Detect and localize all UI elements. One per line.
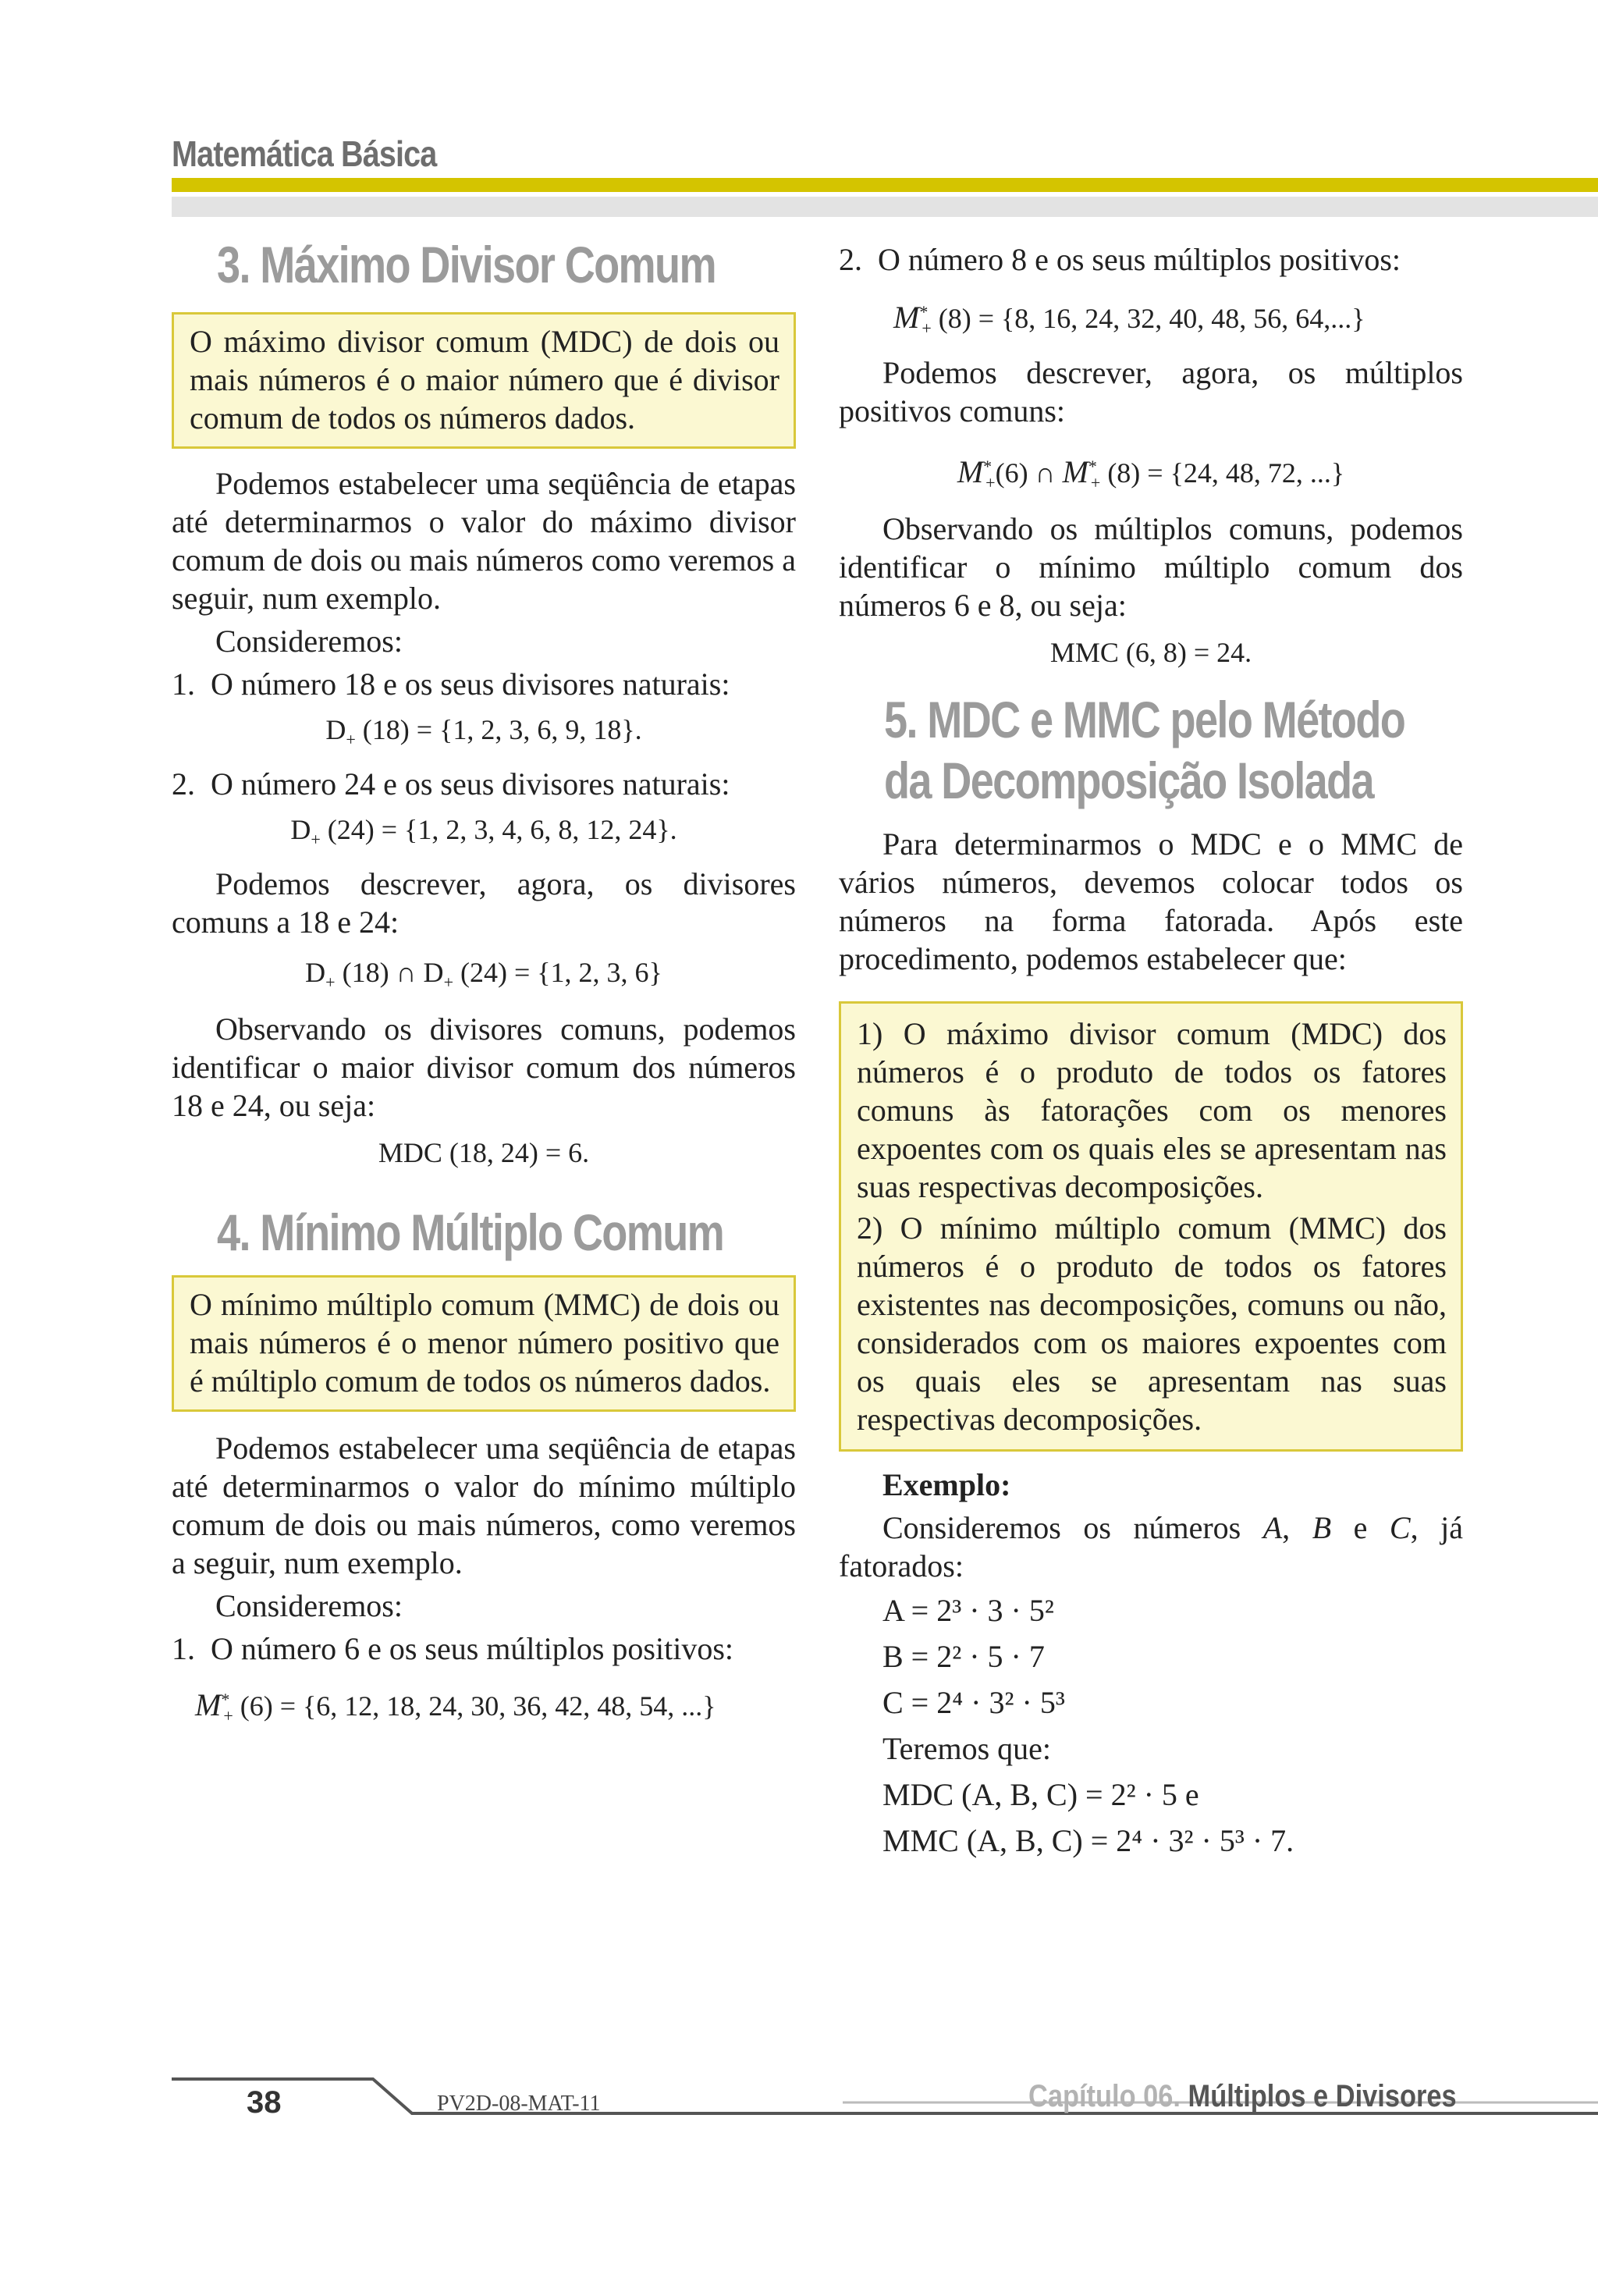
star-superscript: * xyxy=(1088,457,1097,477)
item-number: 2. xyxy=(172,766,195,802)
common-multiples-intro: Podemos descrever, agora, os múltiplos positivos comuns: xyxy=(839,355,1463,429)
example-label: Exemplo: xyxy=(882,1467,1011,1503)
mdc-intro-paragraph: Podemos estabelecer uma seqüência de etapas até determinarmos o valor do máximo divisor comum de dois ou mais números como veremos a seguir, num exemplo. xyxy=(172,466,796,616)
decomposition-rules-box xyxy=(839,1001,1463,1452)
mmc-intro-paragraph: Podemos estabelecer uma seqüência de etapas até determinarmos o valor do mínimo múltiplo comum de dois ou mais números, como veremos a seguir, num exemplo. xyxy=(172,1430,796,1580)
equation-rest: (24) = {1, 2, 3, 4, 6, 8, 12, 24}. xyxy=(327,814,677,846)
equation-rest: (8) = {8, 16, 24, 32, 40, 48, 56, 64,...} xyxy=(938,303,1365,334)
factorization-b: B = 2² · 5 · 7 xyxy=(882,1639,1045,1675)
mmc-rule: 2) O mínimo múltiplo comum (MMC) dos números é o produto de todos os fatores existentes nas decomposições, comuns ou não, considerados com os maiores expoentes com os quais eles se apresentam nas suas respectivas decomposições. xyxy=(857,1210,1447,1438)
right-column xyxy=(839,234,1463,1860)
conjunction: e xyxy=(1353,1510,1368,1546)
left-column xyxy=(172,234,796,1735)
section-4-heading: 4. Mínimo Múltiplo Comum xyxy=(217,1203,724,1261)
mmc-consider-label: Consideremos: xyxy=(215,1587,403,1623)
plus-subscript: + xyxy=(1090,473,1101,493)
intersection-part-b: (8) = {24, 48, 72, ...} xyxy=(1107,457,1345,489)
intersection-part-b: (24) = {1, 2, 3, 6} xyxy=(460,957,662,989)
comma: , xyxy=(1282,1510,1291,1546)
example-intro-text: Consideremos os números xyxy=(882,1510,1241,1546)
item-number: 2. xyxy=(839,242,862,277)
m-symbol: M xyxy=(195,1686,222,1722)
running-header-title: Matemática Básica xyxy=(172,133,437,174)
mmc-observe-paragraph: Observando os múltiplos comuns, podemos identificar o mínimo múltiplo comum dos números 6 e 8, ou seja: xyxy=(839,511,1463,624)
d-symbol: D xyxy=(305,957,326,989)
item-text: O número 24 e os seus divisores naturais: xyxy=(211,766,730,802)
header-gray-bar xyxy=(172,197,1598,217)
mdc-definition-text: O máximo divisor comum (MDC) de dois ou mais números é o maior número que é divisor comum de todos os números dados. xyxy=(190,324,779,435)
factorization-a: A = 2³ · 3 · 5² xyxy=(882,1593,1054,1629)
star-superscript: * xyxy=(983,457,993,477)
example-intro xyxy=(839,1509,1463,1585)
divisors-of-24-equation xyxy=(172,811,796,858)
teremos-label: Teremos que: xyxy=(882,1731,1052,1767)
m-symbol: M xyxy=(957,454,984,490)
var-c: C xyxy=(1389,1510,1411,1546)
star-superscript: * xyxy=(221,1689,230,1709)
chapter-prefix: Capítulo 06. xyxy=(1028,2079,1181,2113)
item-text: O número 8 e os seus múltiplos positivos: xyxy=(878,242,1401,277)
mdc-definition-box xyxy=(172,312,796,449)
plus-subscript: + xyxy=(346,730,356,750)
mmc-definition-box xyxy=(172,1275,796,1412)
star-superscript: * xyxy=(919,302,929,322)
item-text: O número 18 e os seus divisores naturais: xyxy=(211,666,730,702)
example-intro-text-2: , já fatorados: xyxy=(839,1510,1463,1584)
common-divisors-intro: Podemos descrever, agora, os divisores comuns a 18 e 24: xyxy=(172,866,796,940)
d-symbol: D xyxy=(325,714,346,745)
m-symbol: M xyxy=(893,300,920,335)
plus-subscript: + xyxy=(922,318,932,339)
mmc-definition-text: O mínimo múltiplo comum (MMC) de dois ou mais números é o menor número positivo que é múltiplo comum de todos os números dados. xyxy=(190,1286,779,1399)
mdc-observe-paragraph: Observando os divisores comuns, podemos identificar o maior divisor comum dos números 18 e 24, ou seja: xyxy=(172,1011,796,1123)
mdc-example-result: MDC (A, B, C) = 2² · 5 e xyxy=(882,1777,1199,1813)
item-text: O número 6 e os seus múltiplos positivos: xyxy=(211,1630,733,1666)
var-b: B xyxy=(1312,1510,1332,1546)
header-accent-bar xyxy=(172,178,1598,192)
equation-rest: (18) = {1, 2, 3, 6, 9, 18}. xyxy=(362,714,642,745)
plus-subscript: + xyxy=(985,473,996,493)
mdc-result: MDC (18, 24) = 6. xyxy=(378,1136,590,1168)
mmc-result: MMC (6, 8) = 24. xyxy=(1049,637,1252,669)
item-number: 1. xyxy=(172,666,195,702)
mdc-consider-label: Consideremos: xyxy=(215,624,403,659)
var-a: A xyxy=(1262,1510,1283,1546)
intersection-part-a: (18) ∩ D xyxy=(342,957,444,989)
multiples-of-8-equation xyxy=(839,293,1463,347)
document-code: PV2D-08-MAT-11 xyxy=(437,2092,601,2116)
mmc-item-2 xyxy=(839,240,1463,279)
plus-subscript: + xyxy=(311,830,321,850)
item-number: 1. xyxy=(172,1630,195,1666)
equation-rest: (6) = {6, 12, 18, 24, 30, 36, 42, 48, 54, ...} xyxy=(240,1690,716,1722)
mdc-item-2 xyxy=(172,765,796,803)
decomposition-intro-paragraph: Para determinarmos o MDC e o MMC de vários números, devemos colocar todos os números na forma fatorada. Após este procedimento, podemos estabelecer que: xyxy=(839,826,1463,977)
divisors-intersection-equation xyxy=(172,954,796,1001)
d-symbol: D xyxy=(290,814,311,846)
section-5-heading-line-1: 5. MDC e MMC pelo Método xyxy=(884,691,1405,749)
page-number: 38 xyxy=(247,2085,282,2120)
multiples-intersection-equation xyxy=(839,447,1463,502)
section-5-heading-line-2: da Decomposição Isolada xyxy=(884,752,1373,810)
multiples-of-6-equation xyxy=(172,1680,796,1735)
chapter-title: Múltiplos e Divisores xyxy=(1188,2079,1457,2113)
plus-subscript: + xyxy=(223,1705,233,1726)
plus-subscript: + xyxy=(325,972,336,993)
mmc-example-result: MMC (A, B, C) = 2⁴ · 3² · 5³ · 7. xyxy=(882,1823,1294,1859)
mmc-item-1 xyxy=(172,1630,796,1668)
intersection-part-a: (6) ∩ xyxy=(995,457,1056,489)
section-3-heading: 3. Máximo Divisor Comum xyxy=(217,236,716,293)
factorization-c: C = 2⁴ · 3² · 5³ xyxy=(882,1685,1065,1721)
mdc-rule: 1) O máximo divisor comum (MDC) dos números é o produto de todos os fatores comuns às fatorações com os menores expoentes com os quais eles se apresentam nas suas respectivas decomposições. xyxy=(857,1016,1447,1205)
m-symbol: M xyxy=(1062,454,1088,490)
mdc-item-1 xyxy=(172,665,796,703)
divisors-of-18-equation xyxy=(172,711,796,759)
chapter-footer xyxy=(1028,2079,1457,2114)
plus-subscript: + xyxy=(443,972,453,993)
